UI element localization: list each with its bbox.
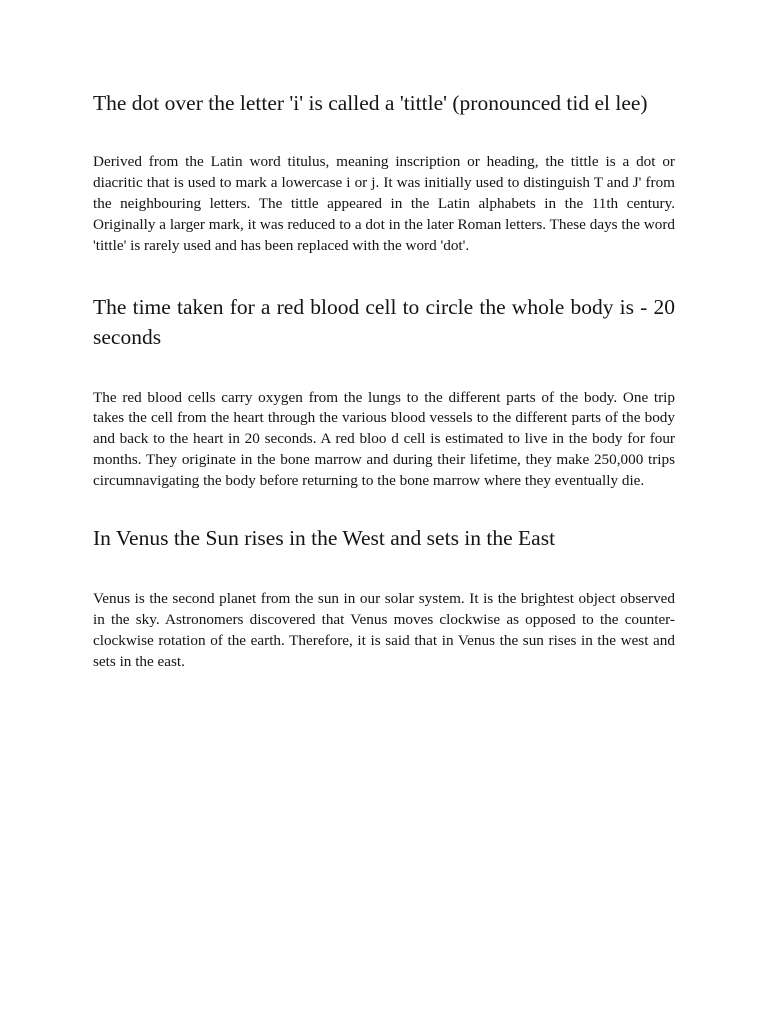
section-body: Derived from the Latin word titulus, meaning inscription or heading, the tittle is a dot or diacritic that is used to mark a lowercase i or j. It was initially used to distinguish T and J' from the neighbouring letters. The tittle appeared in the Latin alphabets in the 11th century. Originally a larger mark, it was reduced to a dot in the later Roman letters. These days the word 'tittle' is rarely used and has been replaced with the word 'dot'. [93, 153, 675, 254]
fact-section-venus [93, 523, 675, 673]
section-body: The red blood cells carry oxygen from the lungs to the different parts of the body. One trip takes the cell from the heart through the various blood vessels to the different parts of the body and back to the heart in 20 seconds. A red bloo d cell is estimated to live in the body for four months. They originate in the bone marrow and during their lifetime, they make 250,000 trips circumnavigating the body before returning to the bone marrow where they eventually die. [93, 388, 675, 490]
section-heading: In Venus the Sun rises in the West and sets in the East [93, 526, 556, 551]
section-body: Venus is the second planet from the sun in our solar system. It is the brightest object observed in the sky. Astronomers discovered that Venus moves clockwise as opposed to the counter-clockwise rotation of the earth. Therefore, it is said that in Venus the sun rises in the west and sets in the east. [93, 590, 675, 670]
fact-section-red-blood-cell [93, 292, 675, 493]
document-page [93, 88, 675, 673]
section-heading: The dot over the letter 'i' is called a 'tittle' (pronounced tid el lee) [93, 91, 648, 115]
section-heading: The time taken for a red blood cell to circle the whole body is - 20 seconds [93, 294, 675, 349]
fact-section-tittle [93, 88, 675, 257]
